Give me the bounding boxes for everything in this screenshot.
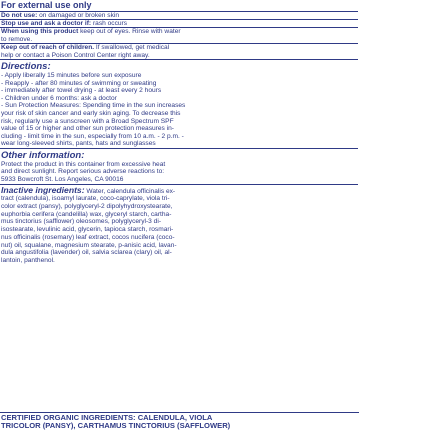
warning-text: If swallowed, get medical [94, 44, 170, 52]
certified-organic-line-cut: TRICOLOR (PANSY), CARTHAMUS TINCTORIUS (SAFFLOWER) [1, 421, 231, 430]
other-information-line: 5933 Bowcroft St. Los Angeles, CA 90016 [1, 176, 124, 184]
warning-text: rash occurs [91, 19, 128, 27]
inactive-ingredients-line: tract (calendula), isoamyl laurate, coco-caprylate, viola tri- [1, 195, 170, 203]
directions-section [0, 60, 358, 149]
directions-line: - Reapply - after 80 minutes of swimming or sweating [1, 79, 157, 87]
inactive-ingredients-line: nus officinalis (rosemary) leaf extract, cocos nucifera (coco- [1, 233, 175, 241]
inactive-ingredients-line: isostearate, levulinic acid, glycerin, tapioca starch, rosmari- [1, 226, 174, 234]
directions-line: wear long-sleeved shirts, pants, hats and sunglasses [1, 140, 156, 148]
inactive-ingredients-heading: Inactive ingredients: [1, 186, 85, 195]
certified-organic-line: CERTIFIED ORGANIC INGREDIENTS: CALENDULA, VIOLA [0, 412, 359, 422]
warning-stop-use [0, 20, 358, 28]
other-information-heading: Other information: [1, 149, 85, 161]
inactive-ingredients-line: color extract (pansy), polyglyceryl-2 dipolyhydroxystearate, [1, 203, 173, 211]
warning-keep-out-of-reach [0, 44, 358, 60]
directions-line: value of 15 or higher and other sun protection measures in- [1, 125, 175, 133]
directions-line: - Sun Protection Measures: Spending time in the sun increases [1, 102, 186, 110]
inactive-ingredients-section [0, 185, 358, 265]
other-information-line: and direct sunlight. Report serious adverse reactions to: [1, 168, 165, 176]
directions-line: your risk of skin cancer and early skin aging. To decrease this [1, 109, 181, 117]
warning-label: Do not use: [1, 11, 38, 19]
warning-label: Stop use and ask a doctor if: [1, 19, 92, 27]
directions-line: - Apply liberally 15 minutes before sun exposure [1, 71, 142, 79]
other-information-section [0, 149, 358, 185]
inactive-ingredients-line: euphorbia cerifera (candelilla) wax, glyceryl starch, cartha- [1, 210, 172, 218]
directions-line: - Children under 6 months: ask a doctor [1, 94, 117, 102]
directions-heading: Directions: [1, 60, 51, 72]
warning-label: When using this product [1, 28, 79, 36]
inactive-ingredients-line: mus tinctorius (safflower) oleosomes, polyglyceryl-3 di- [1, 218, 162, 226]
warning-text: keep out of eyes. Rinse with water [78, 28, 181, 36]
inactive-ingredients-line: nut) oil, squalane, magnesium stearate, p-anisic acid, lavan- [1, 241, 177, 249]
warning-continuation: help or contact a Poison Control Center right away. [1, 51, 150, 59]
warning-do-not-use [0, 12, 358, 20]
external-use-title: For external use only [0, 0, 358, 12]
inactive-ingredients-line: dula angustifolia (lavender) oil, salvia sclarea (clary) oil, al- [1, 249, 172, 257]
inactive-ingredients-line: lantoin, panthenol. [1, 256, 55, 264]
directions-line: risk, regularly use a sunscreen with a Broad Spectrum SPF [1, 117, 174, 125]
warning-when-using [0, 28, 358, 44]
directions-line: cluding - limit time in the sun, especially from 10 a.m. - 2 p.m. - [1, 132, 184, 140]
other-information-line: Protect the product in this container from excessive heat [1, 160, 166, 168]
inactive-ingredients-text: Water, calendula officinalis ex- [84, 187, 176, 195]
warning-continuation: to remove. [1, 35, 33, 43]
warning-text: on damaged or broken skin [37, 11, 120, 19]
directions-line: - immediately after towel drying - at least every 2 hours [1, 87, 162, 95]
warning-label: Keep out of reach of children. [1, 44, 95, 52]
